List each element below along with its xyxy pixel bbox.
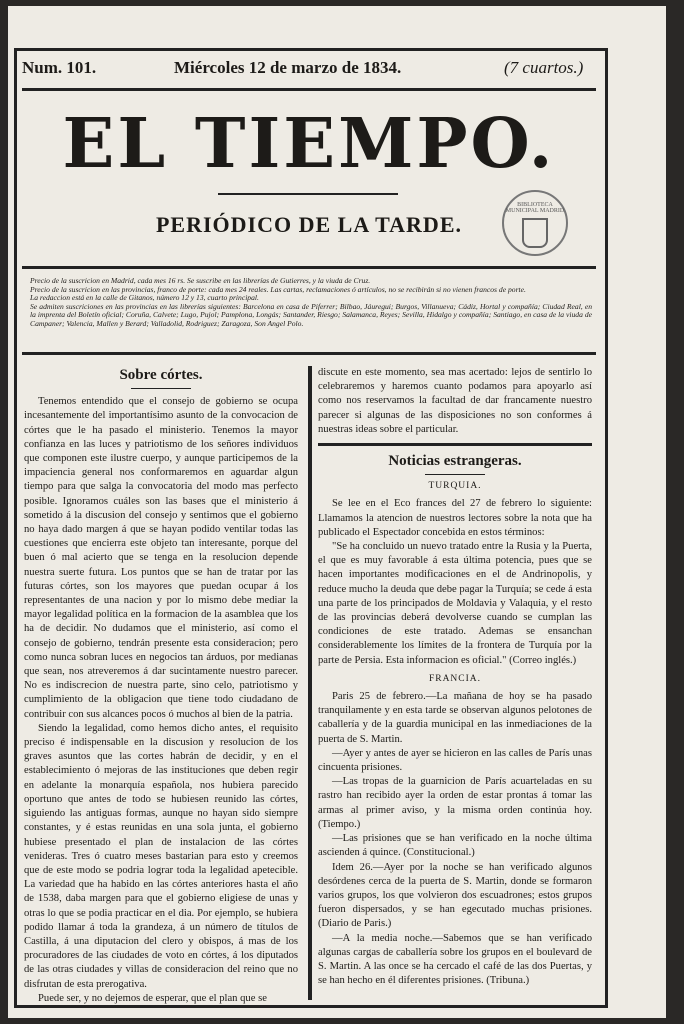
- stamp-shield-icon: [522, 218, 548, 248]
- section-rule: [318, 443, 592, 446]
- masthead-ornament: [218, 193, 398, 195]
- article-paragraph: Tenemos entendido que el consejo de gobierno se ocupa incesantemente del importantísimo asunto de la convocacion de córtes que le ha pasado el ministerio. Tenemos la mayor confianza en las luces y patriotismo de los señores individuos que componen este ilustre cuerpo, y aunque participemos de la impaciencia general nos conformaremos en aguardar algun tiempo para que salga la convocatoria del modo mas perfecto posible. Ignoramos cuáles son las bases que el ministerio á sometido á la discusion del consejo y sentimos que el gobierno no haya dado margen á que se hayan podido ventilar todas las cuestiones que encierra este objeto tan interesante, porque del buen ó mal acierto que se tenga en la resolucion depende nuestra suerte futura. Los puntos que se han de tratar por las futuras córtes, son los mayores que puedan ocupar á los representantes de una nacion y por lo mismo debe mediar la mayor legalidad política en la formacion de la asamblea que los ha de decidir. No dudamos que el ministerio, así como el consejo de gobierno, tendrán presente esta consideracion; pero como nunca sobran luces en negocios tan árduos, por medianas que sean, nos atreveremos á dar sucintamente nuestro parecer. No es indiscrecion de nuestra parte, sino celo, patriotismo y cumplimiento de la obligacion que tiene todo ciudadano de contribuir con sus alcances pocos ó muchos al bien de la patria.: [24, 396, 298, 720]
- francia-heading: FRANCIA.: [428, 673, 482, 684]
- turquia-heading: TURQUIA.: [428, 481, 482, 492]
- foreign-news-title: Noticias estrangeras.: [388, 453, 522, 470]
- library-stamp: [502, 190, 568, 256]
- news-paragraph: —Ayer y antes de ayer se hicieron en las calles de París unas cincuenta prisiones.: [318, 747, 592, 774]
- left-column: [24, 367, 298, 1004]
- masthead-title: EL TIEMPO.: [62, 104, 556, 184]
- notice-line: Precio de la suscricion en Madrid, cada mes 16 rs. Se suscribe en las librerías de Gutierres, y la viuda de Cruz.: [30, 276, 371, 285]
- news-paragraph: —A la media noche.—Sabemos que se han verificado algunas cargas de caballería sobre los grupos en el boulevard de S. Martin. A las once se ha cercado el café de las dos Puertas, y se han hecho en él diferentes prisiones. (Tribuna.): [318, 932, 592, 987]
- news-paragraph: Se lee en el Eco frances del 27 de febrero lo siguiente: Llamamos la atencion de nuestros lectores sobre la nota que ha publicado el Espectador concebida en estos términos:: [318, 498, 592, 538]
- notice-line: Precio de la suscricion en las provincias, franco de porte: cada mes 24 reales. Las cartas, reclamaciones ó artículos, no se recibirán si no vienen francos de porte.: [30, 284, 526, 294]
- stamp-text: BIBLIOTECA MUNICIPAL MADRID: [505, 202, 565, 214]
- title-ornament: [131, 388, 191, 389]
- right-column: [318, 366, 592, 998]
- article-title-cortes: Sobre córtes.: [119, 367, 203, 383]
- title-ornament: [425, 474, 485, 475]
- header-rule: [22, 88, 596, 91]
- issue-price: (7 cuartos.): [504, 58, 584, 77]
- article-continuation: discute en este momento, sea mas acertado: lejos de sentirlo lo celebraremos y haremos cuanto podamos para apoyarlo así como nos reservamos la facultad de dar francamente nuestro parecer si algunas de las disposiciones no son conformes á nuestras ideas sobre el particular.: [318, 367, 592, 435]
- news-paragraph: —Las tropas de la guarnicion de París acuarteladas en su rastro han recibido ayer la orden de estar prontas á tomar las armas al primer aviso, y la misma orden continúa hoy. (Tiempo.): [318, 776, 592, 830]
- subscription-notice: [30, 277, 592, 329]
- masthead-subtitle: PERIÓDICO DE LA TARDE.: [155, 212, 462, 237]
- notice-line: La redaccion está en la calle de Gitanos, número 12 y 13, cuarto principal.: [30, 293, 259, 303]
- masthead-bottom-rule: [22, 266, 596, 269]
- issue-number: Num. 101.: [22, 58, 97, 77]
- news-paragraph: —Las prisiones que se han verificado en la noche última ascienden á quince. (Constitucional.): [318, 833, 592, 859]
- notice-bottom-rule: [22, 352, 596, 355]
- article-paragraph: Siendo la legalidad, como hemos dicho antes, el requisito preciso é indispensable en la discusion y resolucion de los graves asuntos que las cortes habrán de decidir, y en el establecimiento ó mejoras de las instituciones que deben regir en adelante la monarquía española, nos hubiera parecido oportuno que antes de todo se hubiesen reunido las córtes, siguiendo las antiguas formas, aunque no hayan sido siempre constantes, y é estas reunidas en una sola junta, el gobierno hubiese presentado el plan de instalacion de las córtes venideras. Tres ó cuatro meses bastarian para esto y creemos que de este modo se podria lograr toda la legalidad apetecible. La variedad que ha habido en las córtes anteriores hasta el año de 1538, daba margen para que el gobierno eligiese de unas y otras lo que se podia practicar en el dia. Por ejemplo, se hubiera podido llamar á toda la grandeza, á un número de títulos de Castilla, á una diputacion del clero y obispos, á mas de los procuradores de las ciudades de voto en córtes, á los diputados de las otras ciudades y villas de consideracion del reino que no disfrutan de esta prerogativa.: [24, 722, 298, 990]
- column-divider: [308, 366, 312, 1000]
- news-paragraph: "Se ha concluido un nuevo tratado entre la Rusia y la Puerta, el que es muy favorable á esta última potencia, pues que se hacen importantes modificaciones en el de Andrinopolis, y reduce mucho la deuda que debe pagar la Turquía; se cede á esta una parte de los principados de Moldavia y Valaquia, y el resto de las provincias deberá devolverse cuando se cumplan las condiciones de este tratado. Ademas se ensanchan considerablemente los límites de la frontera de Turquía por la parte de Persia. Esta informacion es oficial." (Correo inglés.): [318, 541, 592, 666]
- issue-date: Miércoles 12 de marzo de 1834.: [174, 58, 402, 77]
- article-paragraph: Puede ser, y no dejemos de esperar, que el plan que se: [38, 992, 267, 1004]
- notice-line: Se admiten suscriciones en las provincias en las librerías siguientes: Barcelona en casa de Piferrer; Bilbao, Jáuregui; Burgos, Villanueva; Cádiz, Hortal y compañía; Ciudad Real, en la imprenta del Boletín oficial; Coruña, Calvete; Lugo, Pujol; Pamplona, Longás; Santander, Riesgo; Salamanca, Reyes; Sevilla, Hidalgo y compañía; Santiago, en casa de la viuda de Campaner; Valencia, Mallen y Berard; Valladolid, Rodriguez; Zaragoza, Son Angel Polo.: [30, 301, 592, 328]
- news-paragraph: Idem 26.—Ayer por la noche se han verificado algunos desórdenes cerca de la puerta de S. Martin, donde se formaron varios grupos, los que volvieron dos escuadrones; estos grupos fueron dispersados, y se han egecutado muchas prisiones. (Diario de Paris.): [318, 861, 592, 930]
- news-paragraph: Paris 25 de febrero.—La mañana de hoy se ha pasado tranquilamente y en esta tarde se observan algunos pelotones de caballería y de la guardia municipal en las inmediaciones de la puerta de S. Martin.: [318, 691, 592, 745]
- issue-header: [22, 58, 596, 84]
